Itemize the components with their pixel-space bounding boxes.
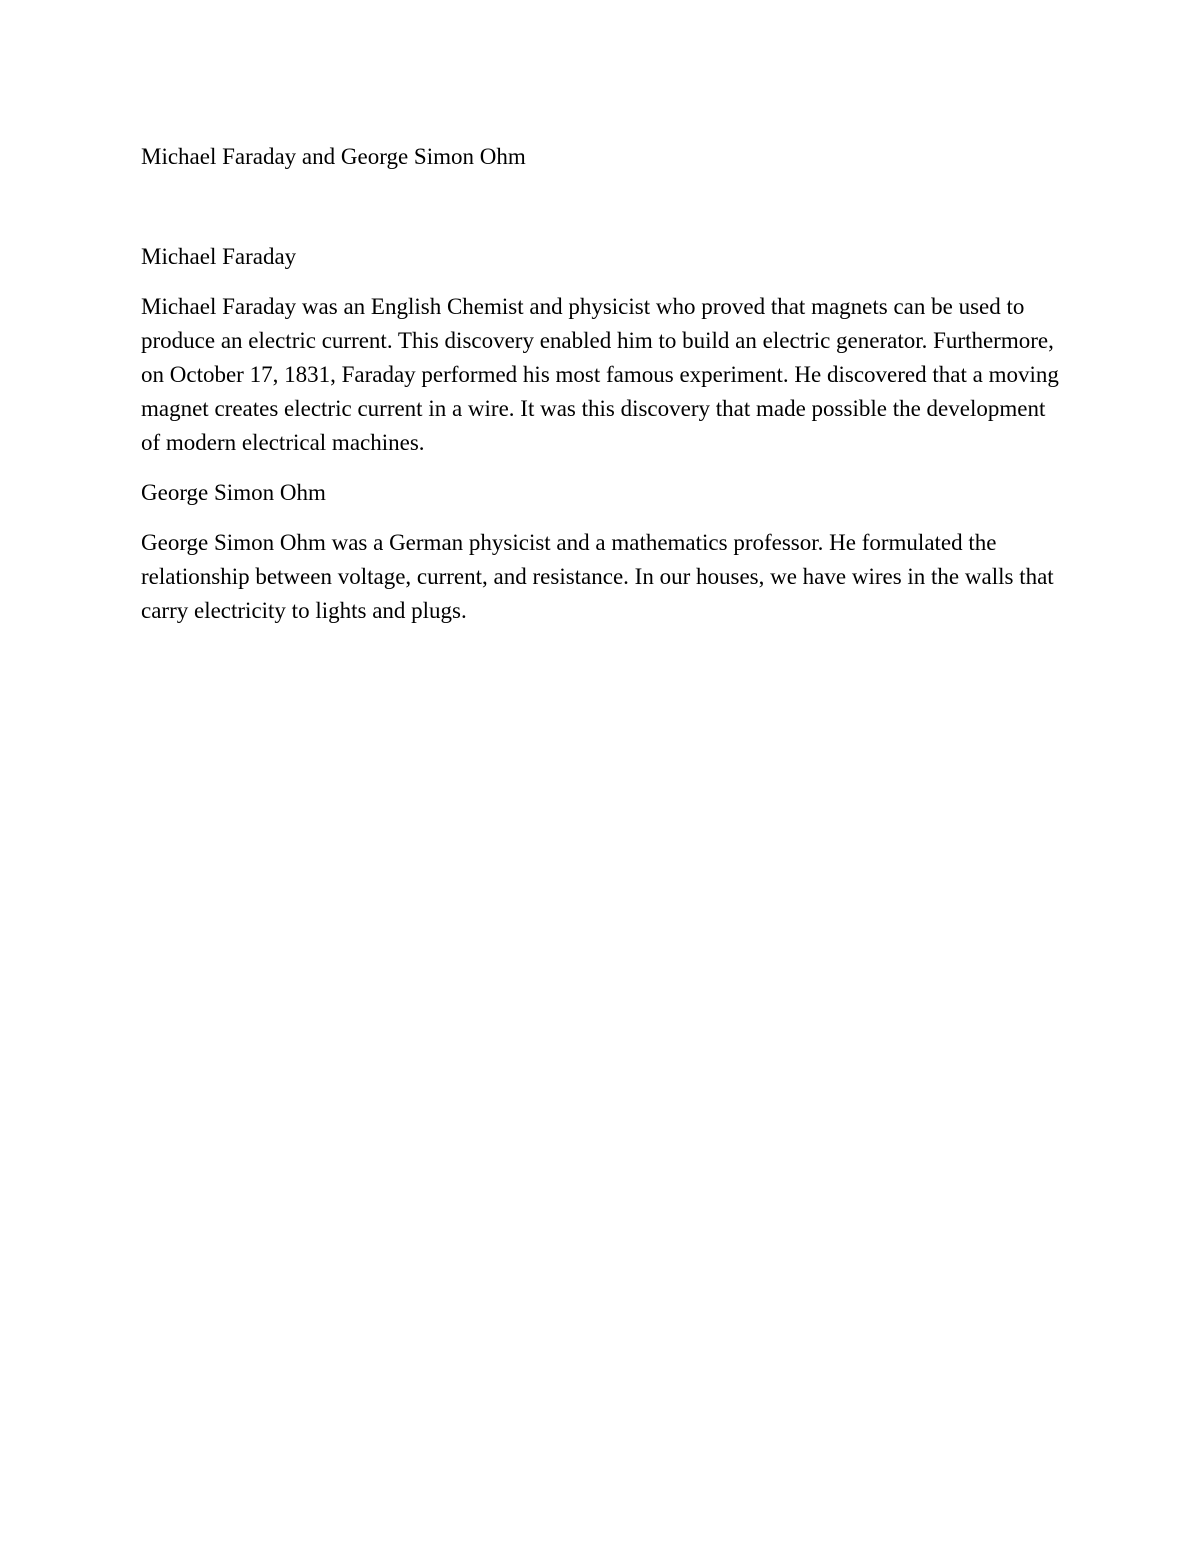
document-title: Michael Faraday and George Simon Ohm bbox=[141, 144, 526, 169]
section-heading-faraday: Michael Faraday bbox=[141, 244, 297, 269]
section-body-ohm: George Simon Ohm was a German physicist and a mathematics professor. He formulated the relationship between voltage, current, and resistance. In our houses, we have wires in the walls that carry electricity to lights and plugs. bbox=[141, 530, 1054, 623]
section-body-faraday: Michael Faraday was an English Chemist and physicist who proved that magnets can be used to produce an electric current. This discovery enabled him to build an electric generator. Furthermore, on October 17, 1831, Faraday performed his most famous experiment. He discovered that a moving magnet creates electric current in a wire. It was this discovery that made possible the development of modern electrical machines. bbox=[141, 294, 1059, 455]
section-heading-ohm: George Simon Ohm bbox=[141, 480, 326, 505]
document-content bbox=[141, 140, 1066, 644]
